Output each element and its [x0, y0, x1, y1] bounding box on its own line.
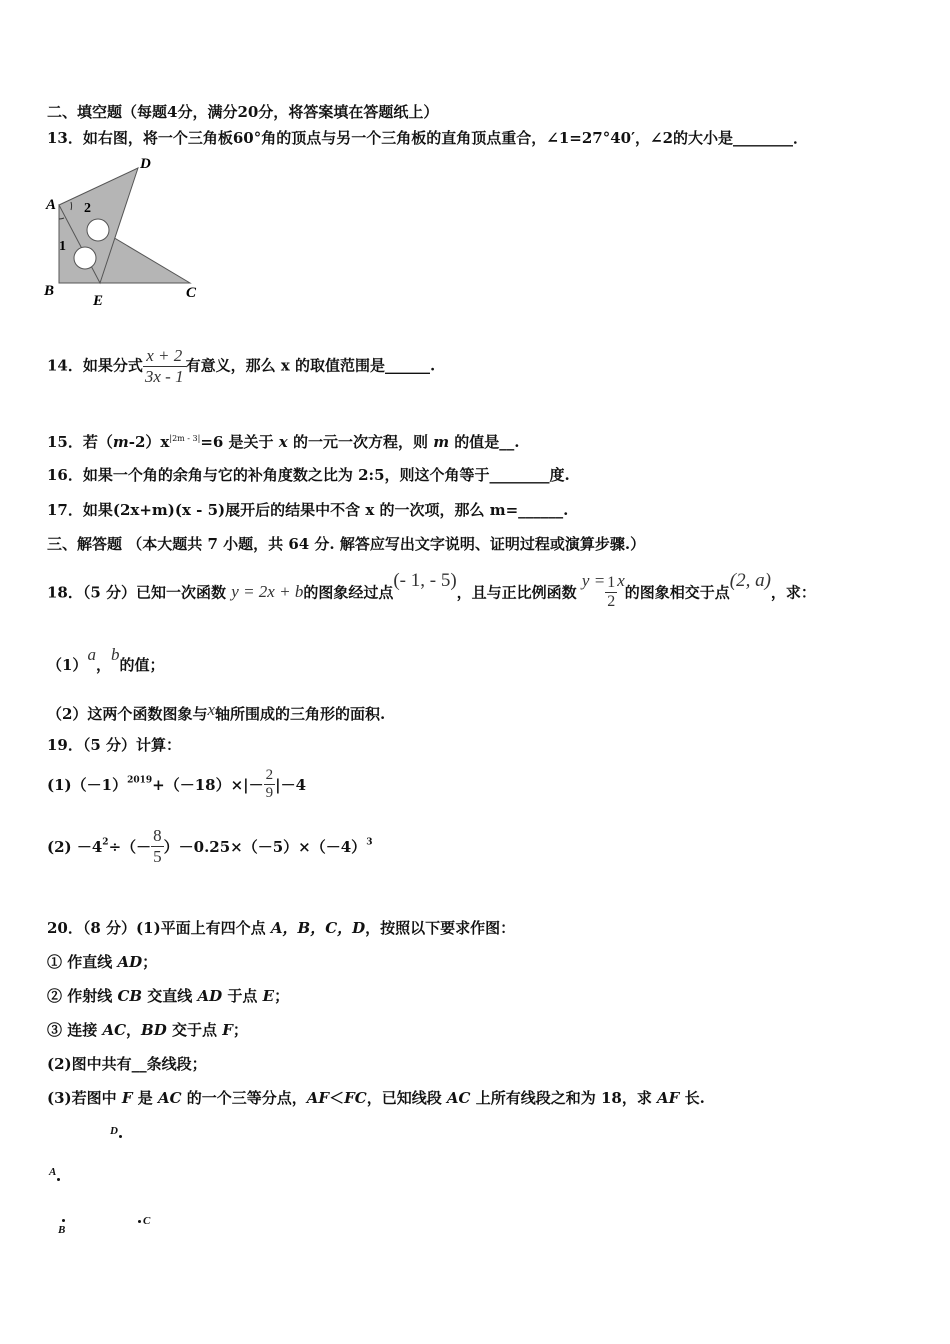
q19-e2-square: 2: [102, 837, 109, 848]
q20-step1-a: ① 作直线: [47, 953, 118, 971]
q19-e1-num: 2: [265, 767, 274, 783]
label-angle-2: 2: [84, 201, 91, 216]
q19-e1-part-b: +（－18）×|－: [152, 776, 264, 794]
q20-points: A，B，C，D: [270, 919, 366, 937]
q20-step1-var: AD: [117, 953, 143, 971]
q15-m-var: m: [112, 433, 129, 451]
q20-step3-var1: AC: [102, 1021, 127, 1039]
point-D-label: D: [110, 1125, 118, 1137]
q18-var-b: b: [110, 645, 120, 664]
q20-step3-var2: BD: [141, 1021, 167, 1039]
q20-p3-v4: FC: [344, 1089, 367, 1107]
question-15: [47, 429, 520, 452]
question-19: 19．（5 分）计算：: [47, 736, 182, 754]
q18-point-2: (2, a): [729, 570, 771, 591]
q18-prop-fn-y: y =: [581, 571, 606, 590]
q20-p3-v1: F: [121, 1089, 133, 1107]
q19-e1-exponent: 2019: [127, 775, 153, 786]
q20-p3-v5: AC: [446, 1089, 471, 1107]
question-18: [47, 570, 816, 611]
label-B: B: [44, 283, 55, 299]
q20-step2-b: 交直线: [142, 987, 198, 1005]
label-A: A: [46, 197, 57, 213]
q20-p3-b: 是: [132, 1089, 158, 1107]
q18-prop-fn-x: x: [617, 571, 625, 590]
hole-lower: [74, 247, 96, 269]
q19-e2-part-c: ）－0.25×（－5）×（－4）: [163, 838, 367, 856]
q20-step3-var3: F: [222, 1021, 233, 1039]
section-3-heading: 三、解答题 （本大题共 7 小题，共 64 分. 解答应写出文字说明、证明过程或演算步骤.）: [47, 535, 646, 553]
q18-prop-fn-fraction: [605, 574, 617, 611]
q19-e1-den: 9: [265, 785, 274, 801]
q13-triangle-figure: [40, 155, 215, 310]
q14-suffix: 有意义，那么 x 的取值范围是______.: [185, 356, 436, 375]
label-C: C: [186, 285, 197, 301]
q20-step2-var1: CB: [117, 987, 143, 1005]
q18-point-1: (- 1, - 5): [393, 570, 457, 591]
q15-m2: m: [433, 433, 450, 451]
q20-part-2: (2)图中共有__条线段；: [47, 1055, 207, 1073]
q20-part-3: [47, 1088, 705, 1108]
q20-p3-f: 上所有线段之和为 18，求: [470, 1089, 658, 1107]
q20-p3-d: ＜: [329, 1089, 345, 1107]
question-20: [47, 918, 515, 938]
q20-p3-e: ，已知线段: [366, 1089, 447, 1107]
q15-x: x: [160, 433, 170, 451]
q20-step-2: [47, 986, 289, 1006]
q18-text-5: ，求：: [770, 583, 816, 602]
label-E: E: [93, 293, 104, 309]
q20-step1-b: ；: [142, 953, 158, 971]
question-16: 16．如果一个角的余角与它的补角度数之比为 2:5，则这个角等于________度.: [47, 466, 570, 484]
q18-text-4: 的图象相交于点: [624, 583, 730, 602]
q19-e1-part-c: |－4: [275, 776, 307, 794]
q20-step3-d: ；: [232, 1021, 248, 1039]
q20-p3-a: (3)若图中: [47, 1089, 122, 1107]
q19-e2-fraction: [151, 826, 164, 867]
q20-line1-a: 20．（8 分）(1)平面上有四个点: [47, 919, 271, 937]
q20-step-1: [47, 952, 157, 972]
q15-paren: -2）: [128, 433, 161, 451]
q15-mid2: 的一元一次方程，则: [287, 433, 434, 451]
q14-prefix: 14．如果分式: [47, 356, 143, 375]
q18-part1-text: 的值；: [119, 656, 165, 674]
q18-part2-text-a: （2）这两个函数图象与: [47, 705, 208, 723]
q18-part2-x: x: [207, 700, 215, 719]
q20-step3-c: 交于点: [166, 1021, 223, 1039]
point-C-dot: [138, 1220, 141, 1223]
question-13: 13．如右图，将一个三角板60°角的顶点与另一个三角板的直角顶点重合，∠1=27°40′，∠2的大小是________．: [47, 129, 809, 147]
point-B-label: B: [58, 1224, 66, 1236]
point-C-label: C: [143, 1215, 151, 1227]
q18-fraction-den: 2: [607, 592, 616, 610]
q15-suffix: 的值是__.: [449, 433, 520, 451]
question-14: [47, 346, 435, 387]
q19-e1-part-a: (1)（－1）: [47, 776, 128, 794]
q20-step2-d: ；: [274, 987, 290, 1005]
section-2-heading: 二、填空题（每题4分，满分20分，将答案填在答题纸上）: [47, 103, 439, 121]
q20-p3-g: 长.: [679, 1089, 705, 1107]
q18-part2-text-b: 轴所围成的三角形的面积.: [215, 705, 386, 723]
label-angle-1: 1: [59, 239, 66, 254]
point-B-dot: [62, 1219, 65, 1222]
question-19-expr-1: [47, 767, 306, 802]
q14-denominator: 3x - 1: [144, 367, 184, 386]
q20-step2-var2: AD: [197, 987, 223, 1005]
q20-p3-v2: AC: [157, 1089, 182, 1107]
q20-step2-var3: E: [262, 987, 275, 1005]
point-A-dot: [57, 1178, 60, 1181]
q20-step3-b: ，: [126, 1021, 142, 1039]
q18-sep: ，: [95, 656, 111, 674]
q20-line1-b: ，按照以下要求作图：: [365, 919, 516, 937]
q19-e1-fraction: [264, 767, 276, 802]
point-D-dot: [119, 1135, 122, 1138]
q20-p3-v3: AF: [306, 1089, 330, 1107]
q18-fraction-num: 1: [607, 573, 616, 591]
q19-e2-part-a: (2) －4: [47, 838, 103, 856]
q18-text-2: 的图象经过点: [303, 583, 394, 602]
q18-text-1: 18．（5 分）已知一次函数: [47, 583, 227, 602]
question-18-part-1: [47, 645, 164, 675]
q14-numerator: x + 2: [143, 346, 186, 367]
hole-upper: [87, 219, 109, 241]
question-17: 17．如果(2x+m)(x - 5)展开后的结果中不含 x 的一次项，那么 m=______.: [47, 501, 569, 519]
q18-text-3: ，且与正比例函数: [456, 583, 577, 602]
q15-x2: x: [278, 433, 288, 451]
q14-fraction: [143, 346, 186, 387]
question-18-part-2: [47, 700, 385, 724]
q18-var-a: a: [87, 645, 96, 664]
q19-e2-cube: 3: [366, 837, 373, 848]
point-A-label: A: [49, 1166, 57, 1178]
q20-p3-v6: AF: [657, 1089, 680, 1107]
q15-mid1: =6 是关于: [200, 433, 279, 451]
q15-prefix: 15．若（: [47, 433, 113, 451]
q20-step2-c: 于点: [222, 987, 263, 1005]
q20-step3-a: ③ 连接: [47, 1021, 103, 1039]
q19-e2-part-b: ÷（－: [108, 838, 152, 856]
q19-e2-den: 5: [153, 847, 162, 866]
q18-part1-label: （1）: [47, 656, 88, 674]
q20-step-3: [47, 1020, 248, 1040]
q18-linear-function: y = 2x + b: [231, 582, 304, 601]
q20-p3-c: 的一个三等分点，: [181, 1089, 307, 1107]
q20-step2-a: ② 作射线: [47, 987, 118, 1005]
q15-exponent: |2m - 3|: [169, 434, 201, 443]
label-D: D: [140, 156, 151, 172]
q19-e2-num: 8: [153, 826, 162, 845]
question-19-expr-2: [47, 826, 372, 867]
